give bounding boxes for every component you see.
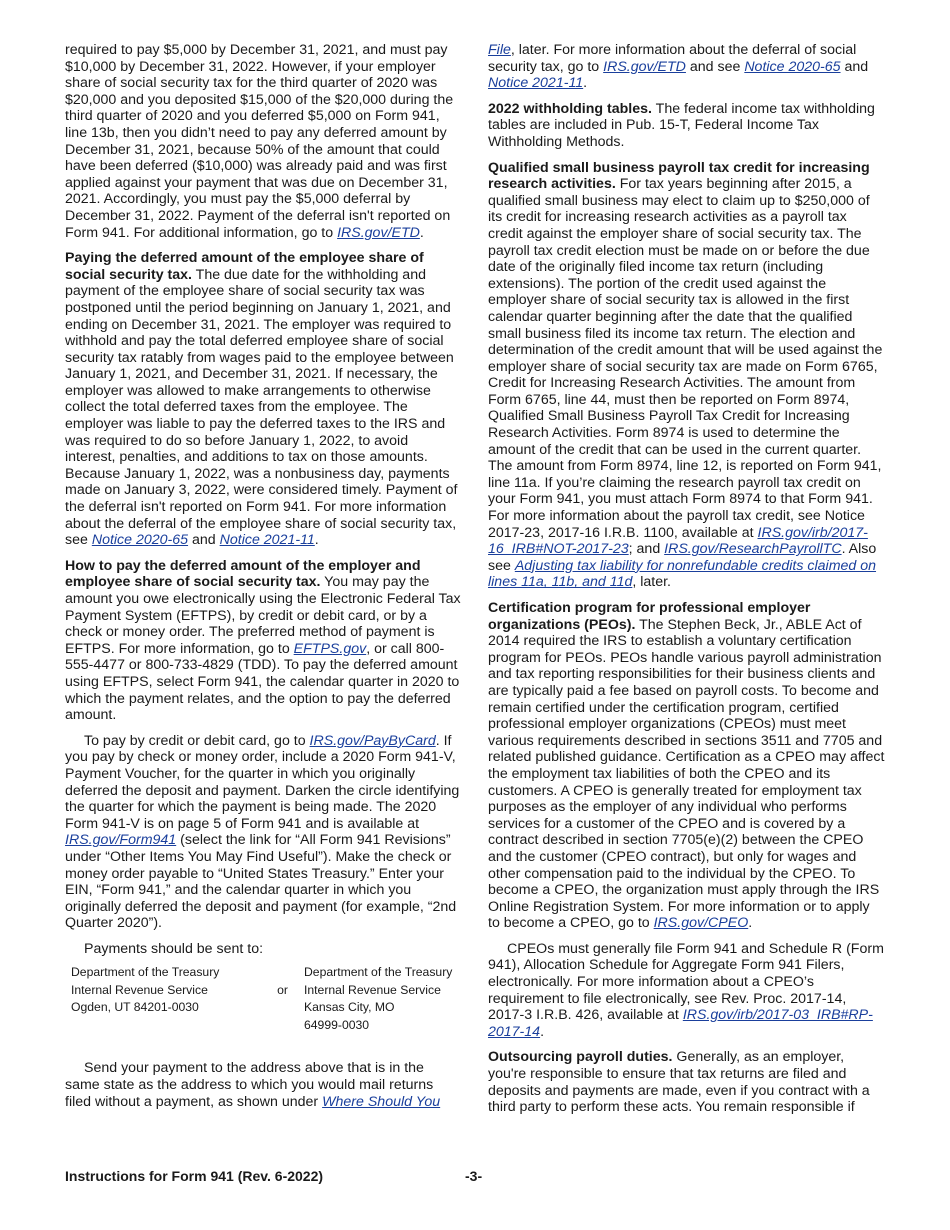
section-heading: Qualified small business payroll tax credit for increasing research activities.	[488, 159, 870, 193]
paragraph-deferral-example: required to pay $5,000 by December 31, 2021, and must pay $10,000 by December 31, 2022. However, if your employer share of social security tax for the third quarter of 2020 was $20,000 and you deposited $15,000 of the $20,000 during the third quarter of 2020 and you deferred $5,000 on Form 941, line 13b, then you didn’t need to pay any deferred amount by December 31, 2021, because 50% of the amount that could have been deferred ($10,000) was already paid and was first applied against your payment that was due on December 31, 2021. Accordingly, you must pay the $5,000 deferral by December 31, 2022. Payment of the deferral isn't reported on Form 941. For additional information, go to IRS.gov/ETD.	[65, 42, 454, 241]
section-heading: Certification program for professional employer organizations (PEOs).	[488, 600, 811, 633]
link-eftps[interactable]: EFTPS.gov	[293, 640, 367, 657]
link-notice-2020-65[interactable]: Notice 2020-65	[91, 532, 189, 549]
right-column	[488, 42, 885, 1125]
paragraph-card-check: To pay by credit or debit card, go to IRS.gov/PayByCard. If you pay by check or money order, include a 2020 Form 941-V, Payment Voucher, for the quarter in which you originally deferred the deposit and payment. Darken the circle identifying the quarter for which the payment is being made. The 2020 Form 941-V is on page 5 of Form 941 and is available at IRS.gov/Form941 (select the link for “All Form 941 Revisions” under “Other Items You May Find Useful”). Make the check or money order payable to “United States Treasury.” Enter your EIN, “Form 941,” and the calendar quarter in which you originally deferred the deposit and payment (for example, “2nd Quarter 2020”).	[65, 732, 460, 932]
link-irs-etd[interactable]: IRS.gov/ETD	[603, 58, 686, 75]
paragraph-send-payment: Send your payment to the address above that is in the same state as the address to which you would mail returns filed without a payment, as shown under Where Should You	[65, 1060, 441, 1110]
left-column	[65, 42, 462, 1119]
link-notice-2020-65[interactable]: Notice 2020-65	[744, 58, 841, 75]
section-heading: How to pay the deferred amount of the employer and employee share of social security tax.	[65, 557, 421, 591]
footer-page-number: -3-	[465, 1168, 483, 1184]
paragraph-payments-sent: Payments should be sent to:	[84, 940, 264, 957]
paragraph-cpeo-filing: CPEOs must generally file Form 941 and Schedule R (Form 941), Allocation Schedule for Aggregate Form 941 Filers, electronically. For more information about a CPEO’s requirement to file electronically, see Rev. Proc. 2017-14, 2017-3 I.R.B. 426, available at IRS.gov/irb/2017-03_IRB#RP-2017-14.	[488, 940, 884, 1040]
link-form-941[interactable]: IRS.gov/Form941	[65, 832, 177, 849]
paragraph-how-to-pay: How to pay the deferred amount of the employer and employee share of social security tax. You may pay the amount you owe electronically using the Electronic Federal Tax Payment System (EFTPS), by credit or debit card, or by a check or money order. The preferred method of payment is EFTPS. For more information, go to EFTPS.gov, or call 800-555-4477 or 800-733-4829 (TDD). To pay the deferred amount using EFTPS, select Form 941, the calendar quarter in 2020 to which the payment relates, and the option to pay the deferred amount.	[65, 557, 461, 724]
paragraph-outsourcing: Outsourcing payroll duties. Generally, as an employer, you're responsible to ensure that tax returns are filed and deposits and payments are made, even if you contract with a third party to perform these acts. You remain responsible if	[488, 1049, 870, 1116]
address-ogden: Department of the Treasury Internal Revenue Service Ogden, UT 84201-0030	[71, 965, 220, 1015]
link-adjusting-tax-liability[interactable]: Adjusting tax liability for nonrefundable credits claimed on lines 11a, 11b, and 11d	[488, 557, 877, 591]
address-kansas-city: Department of the Treasury Internal Revenue Service Kansas City, MO 64999-0030	[304, 965, 453, 1032]
section-heading: 2022 withholding tables.	[488, 100, 652, 117]
paragraph-employee-share: Paying the deferred amount of the employee share of social security tax. The due date for the withholding and payment of the employee share of social security tax was postponed until the period beginning on January 1, 2021, and ending on December 31, 2021. The employer was required to withhold and pay the total deferred employee share of social security tax ratably from wages paid to the employee between January 1, 2021, and December 31, 2021. If necessary, the employer was allowed to make arrangements to otherwise collect the total deferred taxes from the employee. The employer was liable to pay the deferred taxes to the IRS and was required to do so before January 1, 2022, to avoid interest, penalties, and additions to tax on those amounts. Because January 1, 2022, was a nonbusiness day, payments made on January 3, 2022, were considered timely. Payment of the deferral isn't reported on Form 941. For more information about the deferral of the employee share of social security tax, see Notice 2020-65 and Notice 2021-11.	[65, 250, 458, 549]
link-rev-proc-2017-14[interactable]: IRS.gov/irb/2017-03_IRB#RP-2017-14	[488, 1007, 873, 1040]
paragraph-payroll-tax-credit: Qualified small business payroll tax credit for increasing research activities. For tax years beginning after 2015, a qualified small business may elect to claim up to $250,000 of its credit for increasing research activities as a payroll tax credit against the employer share of social security tax. The payroll tax credit election must be made on or before the due date of the originally filed income tax return (including extensions). The portion of the credit used against the employer share of social security tax is allowed in the first calendar quarter beginning after the date that the qualified small business filed its income tax return. The election and determination of the credit amount that will be used against the employer share of social security tax are made on Form 6765, Credit for Increasing Research Activities. The amount from Form 6765, line 44, must then be reported on Form 8974, Qualified Small Business Payroll Tax Credit for Increasing Research Activities. Form 8974 is used to determine the amount of the credit that can be used in the current quarter. The amount from Form 8974, line 12, is reported on Form 941, line 11a. If you’re claiming the research payroll tax credit on your Form 941, you must attach Form 8974 to that Form 941. For more information about the payroll tax credit, see Notice 2017-23, 2017-16 I.R.B. 1100, available at IRS.gov/irb/2017-16_IRB#NOT-2017-23; and IRS.gov/ResearchPayrollTC. Also see Adjusting tax liability for nonrefundable credits claimed on lines 11a, 11b, and 11d, later.	[488, 159, 883, 591]
link-irs-etd[interactable]: IRS.gov/ETD	[337, 224, 420, 241]
link-notice-2021-11[interactable]: Notice 2021-11	[488, 75, 584, 92]
section-heading: Outsourcing payroll duties.	[488, 1049, 673, 1066]
page-footer	[65, 1168, 885, 1186]
link-notice-2017-23[interactable]: IRS.gov/irb/2017-16_IRB#NOT-2017-23	[488, 524, 868, 558]
link-where-should-you-file[interactable]: Where Should You	[322, 1093, 441, 1110]
section-heading: Paying the deferred amount of the employee share of social security tax.	[65, 250, 424, 283]
address-or: or	[277, 982, 288, 997]
address-table	[71, 964, 454, 1034]
link-pay-by-card[interactable]: IRS.gov/PayByCard	[309, 732, 436, 749]
paragraph-withholding-tables: 2022 withholding tables. The federal income tax withholding tables are included in Pub. 15-T, Federal Income Tax Withholding Methods.	[488, 100, 875, 150]
footer-form-title: Instructions for Form 941 (Rev. 6-2022)	[65, 1168, 324, 1184]
link-irs-cpeo[interactable]: IRS.gov/CPEO	[653, 915, 749, 932]
link-notice-2021-11[interactable]: Notice 2021-11	[219, 532, 315, 549]
paragraph-cpeo-certification: Certification program for professional employer organizations (PEOs). The Stephen Beck, Jr., ABLE Act of 2014 required the IRS to establish a voluntary certification program for PEOs. PEOs handle various payroll administration and tax reporting responsibilities for their business clients and are typically paid a fee based on payroll costs. To become and remain certified under the certification program, certified professional employer organizations (CPEOs) must meet various requirements described in sections 3511 and 7705 and related published guidance. Certification as a CPEO may affect the employment tax liabilities of both the CPEO and its customers. A CPEO is generally treated for employment tax purposes as the employer of any individual who performs services for a customer of the CPEO and is covered by a contract described in section 7705(e)(2) between the CPEO and the customer (CPEO contract), but only for wages and other compensation paid to the individual by the CPEO. To become a CPEO, the organization must apply through the IRS Online Registration System. For more information or to apply to become a CPEO, go to IRS.gov/CPEO.	[488, 600, 885, 932]
link-research-payroll-tc[interactable]: IRS.gov/ResearchPayrollTC	[664, 541, 842, 558]
link-where-should-you-file-cont[interactable]: File	[488, 42, 511, 58]
paragraph-deferral-links: File, later. For more information about the deferral of social security tax, go to IRS.gov/ETD and see Notice 2020-65 and Notice 2021-11.	[488, 42, 869, 92]
